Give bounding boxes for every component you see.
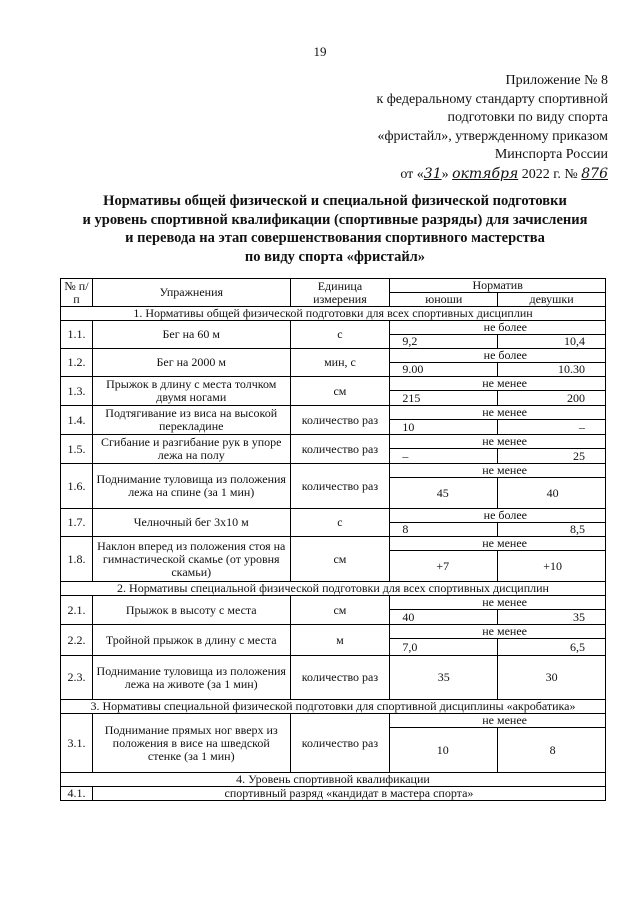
row-exercise: Тройной прыжок в длину с места (92, 625, 290, 656)
row-exercise: Наклон вперед из положения стоя на гимнастической скамье (от уровня скамьи) (92, 537, 290, 582)
row-unit: количество раз (290, 656, 390, 700)
date-month: октября (452, 165, 519, 182)
row-number: 2.2. (61, 625, 93, 656)
date-day: 31 (423, 165, 442, 182)
row-number: 1.5. (61, 435, 93, 464)
norm-type: не более (390, 349, 606, 363)
row-exercise: Поднимание прямых ног вверх из положения в висе на шведской стенке (за 1 мин) (92, 714, 290, 773)
date-mid: » (441, 166, 453, 182)
row-exercise: Поднимание туловища из положения лежа на животе (за 1 мин) (92, 656, 290, 700)
value-boys: 9.00 (390, 363, 498, 377)
value-boys: – (390, 449, 498, 464)
section-title: 1. Нормативы общей физической подготовки для всех спортивных дисциплин (61, 307, 606, 321)
header-girls: девушки (498, 293, 606, 307)
title-line: и перевода на этап совершенствования спортивного мастерства (125, 230, 545, 246)
title-line: по виду спорта «фристайл» (244, 248, 426, 265)
norm-type: не более (390, 321, 606, 335)
appendix-line: Минспорта России (494, 147, 608, 162)
value-girls: 10,4 (498, 335, 606, 349)
value-girls: – (498, 420, 606, 435)
section-row (61, 582, 606, 596)
row-unit: с (290, 321, 390, 349)
value-boys: 10 (390, 420, 498, 435)
row-exercise: Бег на 60 м (92, 321, 290, 349)
value-girls: 200 (498, 391, 606, 406)
final-row-number: 4.1. (61, 787, 93, 801)
appendix-line: к федеральному стандарту спортивной (376, 91, 608, 107)
value-boys: 7,0 (390, 639, 498, 656)
norm-type: не менее (390, 714, 606, 728)
norm-type: не менее (390, 435, 606, 449)
value-boys: +7 (390, 551, 498, 582)
value-boys: 9,2 (390, 335, 498, 349)
row-number: 1.1. (61, 321, 93, 349)
row-unit: см (290, 596, 390, 625)
value-boys: 10 (390, 728, 498, 773)
final-row (61, 787, 606, 801)
row-number: 1.8. (61, 537, 93, 582)
value-girls: +10 (498, 551, 606, 582)
row-unit: м (290, 625, 390, 656)
norm-type: не менее (390, 625, 606, 639)
table-row (61, 321, 606, 335)
appendix-line: «фристайл», утвержденному приказом (377, 128, 608, 144)
date-year: 2022 г. № (518, 166, 582, 182)
value-boys: 40 (390, 610, 498, 625)
table-row (61, 596, 606, 610)
row-number: 1.6. (61, 464, 93, 509)
norm-type: не менее (390, 537, 606, 551)
norm-type: не менее (390, 464, 606, 478)
section-row (61, 307, 606, 321)
row-unit: с (290, 509, 390, 537)
header-num: № п/п (61, 279, 93, 307)
row-exercise: Бег на 2000 м (92, 349, 290, 377)
value-girls: 30 (498, 656, 606, 700)
appendix-line: подготовки по виду спорта (447, 110, 608, 125)
row-number: 1.2. (61, 349, 93, 377)
table-row (61, 349, 606, 363)
row-exercise: Сгибание и разгибание рук в упоре лежа на полу (92, 435, 290, 464)
appendix-line: Приложение № 8 (505, 73, 608, 88)
row-number: 1.4. (61, 406, 93, 435)
row-exercise: Прыжок в высоту с места (92, 596, 290, 625)
row-exercise: Поднимание туловища из положения лежа на спине (за 1 мин) (92, 464, 290, 509)
value-boys: 8 (390, 523, 498, 537)
section-title: 3. Нормативы специальной физической подготовки для спортивной дисциплины «акробатика» (61, 700, 606, 714)
section-row (61, 773, 606, 787)
row-number: 2.1. (61, 596, 93, 625)
row-unit: количество раз (290, 464, 390, 509)
table-row (61, 625, 606, 639)
value-girls: 6,5 (498, 639, 606, 656)
order-date-line (308, 165, 608, 185)
row-exercise: Челночный бег 3х10 м (92, 509, 290, 537)
value-girls: 40 (498, 478, 606, 509)
value-boys: 35 (390, 656, 498, 700)
date-prefix: от « (400, 166, 424, 182)
table-row (61, 435, 606, 449)
value-girls: 25 (498, 449, 606, 464)
row-number: 2.3. (61, 656, 93, 700)
row-unit: см (290, 537, 390, 582)
value-girls: 10.30 (498, 363, 606, 377)
row-unit: количество раз (290, 714, 390, 773)
header-exercise: Упражнения (92, 279, 290, 307)
order-number: 876 (581, 165, 608, 182)
row-exercise: Подтягивание из виса на высокой перекладине (92, 406, 290, 435)
value-boys: 45 (390, 478, 498, 509)
norm-type: не более (390, 509, 606, 523)
table-row (61, 537, 606, 551)
row-number: 1.3. (61, 377, 93, 406)
document-title (40, 192, 630, 266)
table-row (61, 406, 606, 420)
norm-type: не менее (390, 596, 606, 610)
value-girls: 35 (498, 610, 606, 625)
table-row (61, 656, 606, 700)
header-unit: Единица измерения (290, 279, 390, 307)
section-title: 4. Уровень спортивной квалификации (61, 773, 606, 787)
row-unit: см (290, 377, 390, 406)
table-row (61, 714, 606, 728)
row-number: 1.7. (61, 509, 93, 537)
norm-type: не менее (390, 377, 606, 391)
row-number: 3.1. (61, 714, 93, 773)
table-row (61, 377, 606, 391)
section-title: 2. Нормативы специальной физической подготовки для всех спортивных дисциплин (61, 582, 606, 596)
row-unit: количество раз (290, 435, 390, 464)
section-row (61, 700, 606, 714)
table-row (61, 509, 606, 523)
value-boys: 215 (390, 391, 498, 406)
appendix-block (308, 72, 608, 184)
title-line: Нормативы общей физической и специальной физической подготовки (103, 193, 567, 209)
header-boys: юноши (390, 293, 498, 307)
value-girls: 8 (498, 728, 606, 773)
norms-table (60, 278, 606, 801)
row-unit: количество раз (290, 406, 390, 435)
header-norm: Норматив (390, 279, 606, 293)
title-line: и уровень спортивной квалификации (спортивные разряды) для зачисления (82, 211, 588, 228)
table-row (61, 464, 606, 478)
value-girls: 8,5 (498, 523, 606, 537)
page-number: 19 (313, 44, 327, 59)
row-unit: мин, с (290, 349, 390, 377)
norm-type: не менее (390, 406, 606, 420)
row-exercise: Прыжок в длину с места толчком двумя ногами (92, 377, 290, 406)
final-row-text: спортивный разряд «кандидат в мастера спорта» (92, 787, 605, 801)
